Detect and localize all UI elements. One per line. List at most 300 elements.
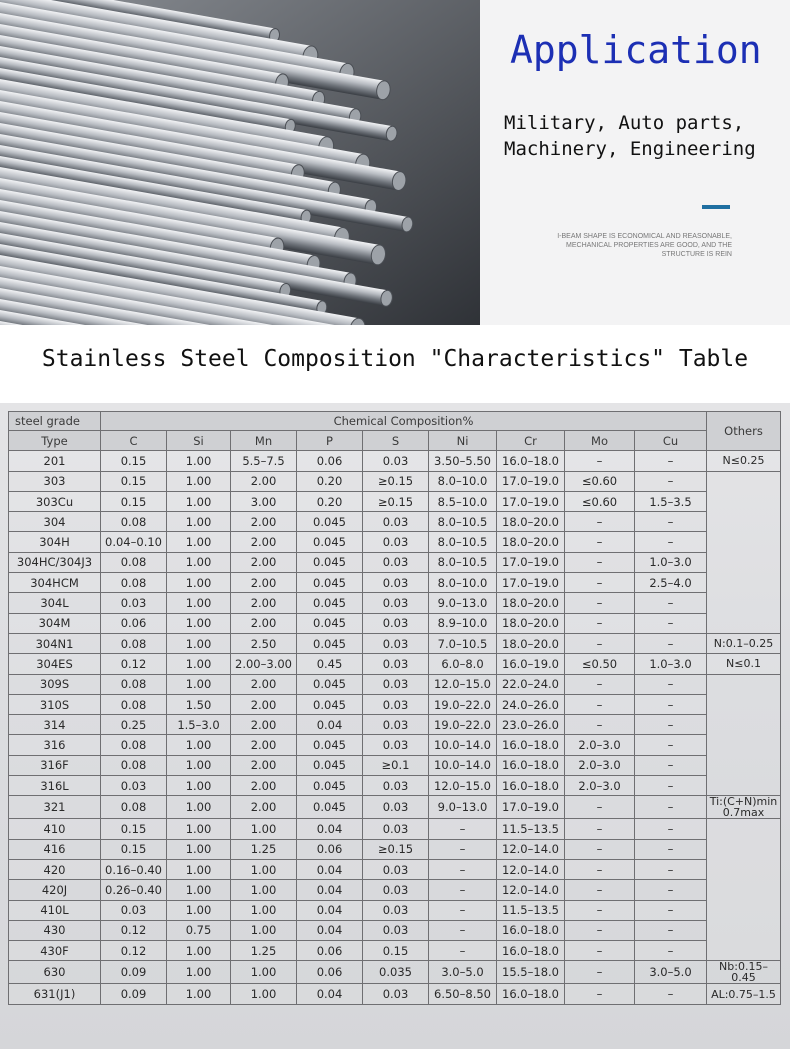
others-cell: AL:0.75–1.5: [707, 984, 781, 1004]
grade-type-cell: 314: [9, 715, 101, 735]
cell-cu: –: [635, 880, 707, 900]
cell-mn: 2.00: [231, 674, 297, 694]
cell-mn: 1.00: [231, 859, 297, 879]
cell-c: 0.15: [101, 491, 167, 511]
cell-cr: 18.0–20.0: [497, 633, 565, 653]
cell-ni: 3.0–5.0: [429, 961, 497, 984]
cell-mo: –: [565, 984, 635, 1004]
cell-s: 0.15: [363, 941, 429, 961]
cell-cr: 23.0–26.0: [497, 715, 565, 735]
cell-s: 0.03: [363, 573, 429, 593]
cell-mn: 1.00: [231, 819, 297, 839]
cell-mn: 3.00: [231, 491, 297, 511]
grade-type-cell: 304HC/304J3: [9, 552, 101, 572]
cell-cu: –: [635, 819, 707, 839]
cell-ni: 3.50–5.50: [429, 451, 497, 471]
cell-cu: –: [635, 796, 707, 819]
cell-cu: 1.0–3.0: [635, 654, 707, 674]
cell-si: 1.00: [167, 880, 231, 900]
cell-p: 0.06: [297, 941, 363, 961]
steel-grade-header: steel grade: [9, 412, 101, 431]
section-title: Stainless Steel Composition "Characteristics" Table: [41, 346, 749, 372]
cell-c: 0.15: [101, 451, 167, 471]
cell-cr: 24.0–26.0: [497, 694, 565, 714]
cell-cr: 17.0–19.0: [497, 573, 565, 593]
table-row: [9, 512, 781, 532]
cell-p: 0.045: [297, 552, 363, 572]
cell-mo: –: [565, 961, 635, 984]
table-row: [9, 859, 781, 879]
cell-si: 0.75: [167, 920, 231, 940]
cell-cu: –: [635, 593, 707, 613]
cell-mo: –: [565, 674, 635, 694]
cell-mn: 2.50: [231, 633, 297, 653]
cell-p: 0.04: [297, 984, 363, 1004]
cell-ni: 6.0–8.0: [429, 654, 497, 674]
cell-cr: 16.0–18.0: [497, 735, 565, 755]
cell-s: 0.03: [363, 859, 429, 879]
cell-mo: 2.0–3.0: [565, 776, 635, 796]
cell-s: 0.03: [363, 633, 429, 653]
others-cell: [707, 819, 781, 961]
cell-si: 1.00: [167, 735, 231, 755]
cell-c: 0.08: [101, 755, 167, 775]
cell-cr: 18.0–20.0: [497, 613, 565, 633]
cell-s: ≥0.1: [363, 755, 429, 775]
cell-cu: –: [635, 984, 707, 1004]
grade-type-cell: 309S: [9, 674, 101, 694]
cell-ni: 8.0–10.5: [429, 532, 497, 552]
composition-table: [8, 411, 781, 1005]
cell-ni: 9.0–13.0: [429, 796, 497, 819]
cell-cu: –: [635, 532, 707, 552]
cell-cu: –: [635, 900, 707, 920]
others-cell: N≤0.25: [707, 451, 781, 471]
table-row: [9, 735, 781, 755]
cell-ni: 8.9–10.0: [429, 613, 497, 633]
table-row: [9, 961, 781, 984]
cell-p: 0.20: [297, 471, 363, 491]
cell-p: 0.045: [297, 694, 363, 714]
grade-type-cell: 201: [9, 451, 101, 471]
cell-cr: 22.0–24.0: [497, 674, 565, 694]
cell-cu: 1.0–3.0: [635, 552, 707, 572]
cell-cu: –: [635, 776, 707, 796]
cell-p: 0.045: [297, 776, 363, 796]
cell-cr: 18.0–20.0: [497, 512, 565, 532]
cell-c: 0.09: [101, 984, 167, 1004]
cell-cu: –: [635, 512, 707, 532]
cell-s: ≥0.15: [363, 471, 429, 491]
cell-c: 0.08: [101, 633, 167, 653]
cell-mn: 1.00: [231, 900, 297, 920]
grade-type-cell: 420: [9, 859, 101, 879]
cell-si: 1.50: [167, 694, 231, 714]
cell-mn: 2.00: [231, 552, 297, 572]
grade-type-cell: 410: [9, 819, 101, 839]
cell-cu: 1.5–3.5: [635, 491, 707, 511]
cell-si: 1.00: [167, 512, 231, 532]
column-header-mo: Mo: [565, 431, 635, 451]
cell-s: 0.03: [363, 715, 429, 735]
cell-cr: 15.5–18.0: [497, 961, 565, 984]
cell-s: 0.03: [363, 512, 429, 532]
cell-mo: ≤0.60: [565, 471, 635, 491]
cell-si: 1.00: [167, 573, 231, 593]
cell-p: 0.045: [297, 593, 363, 613]
cell-mn: 2.00: [231, 471, 297, 491]
cell-mo: 2.0–3.0: [565, 735, 635, 755]
cell-cr: 12.0–14.0: [497, 880, 565, 900]
cell-mn: 2.00: [231, 593, 297, 613]
cell-ni: 10.0–14.0: [429, 735, 497, 755]
cell-cr: 16.0–19.0: [497, 654, 565, 674]
cell-p: 0.045: [297, 512, 363, 532]
column-header-mn: Mn: [231, 431, 297, 451]
cell-s: 0.03: [363, 654, 429, 674]
cell-si: 1.00: [167, 491, 231, 511]
cell-si: 1.00: [167, 984, 231, 1004]
cell-mo: –: [565, 819, 635, 839]
cell-c: 0.12: [101, 920, 167, 940]
cell-si: 1.00: [167, 532, 231, 552]
cell-si: 1.00: [167, 839, 231, 859]
cell-c: 0.03: [101, 900, 167, 920]
cell-cu: –: [635, 451, 707, 471]
cell-mo: –: [565, 552, 635, 572]
cell-mn: 2.00: [231, 532, 297, 552]
cell-ni: 8.0–10.5: [429, 552, 497, 572]
composition-table-photo: [0, 403, 790, 1049]
cell-c: 0.26–0.40: [101, 880, 167, 900]
cell-c: 0.12: [101, 654, 167, 674]
cell-mn: 2.00: [231, 512, 297, 532]
cell-mo: –: [565, 512, 635, 532]
cell-ni: –: [429, 941, 497, 961]
cell-cr: 11.5–13.5: [497, 900, 565, 920]
table-row: [9, 694, 781, 714]
table-row: [9, 491, 781, 511]
cell-s: ≥0.15: [363, 491, 429, 511]
cell-s: ≥0.15: [363, 839, 429, 859]
cell-mn: 2.00: [231, 573, 297, 593]
cell-si: 1.00: [167, 859, 231, 879]
cell-s: 0.03: [363, 819, 429, 839]
cell-cr: 11.5–13.5: [497, 819, 565, 839]
cell-s: 0.03: [363, 735, 429, 755]
cell-ni: 8.0–10.5: [429, 512, 497, 532]
cell-ni: –: [429, 900, 497, 920]
grade-type-cell: 630: [9, 961, 101, 984]
cell-si: 1.00: [167, 941, 231, 961]
cell-mn: 1.00: [231, 920, 297, 940]
cell-cu: –: [635, 941, 707, 961]
cell-c: 0.09: [101, 961, 167, 984]
application-title: Application: [510, 28, 762, 72]
cell-ni: –: [429, 839, 497, 859]
cell-cu: –: [635, 920, 707, 940]
cell-ni: 7.0–10.5: [429, 633, 497, 653]
cell-s: 0.03: [363, 674, 429, 694]
cell-cr: 16.0–18.0: [497, 451, 565, 471]
grade-type-cell: 316: [9, 735, 101, 755]
cell-si: 1.00: [167, 674, 231, 694]
column-header-s: S: [363, 431, 429, 451]
cell-mo: –: [565, 694, 635, 714]
column-header-cr: Cr: [497, 431, 565, 451]
cell-ni: 12.0–15.0: [429, 674, 497, 694]
cell-cr: 17.0–19.0: [497, 471, 565, 491]
table-header-row-1: [9, 412, 781, 431]
cell-c: 0.15: [101, 819, 167, 839]
table-row: [9, 552, 781, 572]
hero-section: [0, 0, 790, 325]
cell-si: 1.00: [167, 755, 231, 775]
cell-p: 0.045: [297, 613, 363, 633]
cell-s: 0.03: [363, 694, 429, 714]
cell-si: 1.00: [167, 819, 231, 839]
cell-cr: 16.0–18.0: [497, 984, 565, 1004]
cell-s: 0.03: [363, 796, 429, 819]
others-cell: [707, 471, 781, 633]
table-row: [9, 573, 781, 593]
cell-p: 0.04: [297, 859, 363, 879]
grade-type-cell: 420J: [9, 880, 101, 900]
cell-mo: –: [565, 573, 635, 593]
cell-cu: –: [635, 674, 707, 694]
cell-p: 0.04: [297, 920, 363, 940]
table-header-row-2: [9, 431, 781, 451]
application-fine-print: I-BEAM SHAPE IS ECONOMICAL AND REASONABLE, MECHANICAL PROPERTIES ARE GOOD, AND THE STRUCTURE IS REIN: [557, 233, 732, 258]
cell-c: 0.15: [101, 471, 167, 491]
grade-type-cell: 303: [9, 471, 101, 491]
cell-c: 0.08: [101, 512, 167, 532]
cell-mn: 2.00: [231, 755, 297, 775]
cell-s: 0.03: [363, 776, 429, 796]
cell-cu: –: [635, 471, 707, 491]
cell-cr: 12.0–14.0: [497, 839, 565, 859]
cell-p: 0.04: [297, 819, 363, 839]
cell-cr: 12.0–14.0: [497, 859, 565, 879]
application-panel: [480, 0, 790, 325]
cell-cu: –: [635, 715, 707, 735]
cell-p: 0.045: [297, 755, 363, 775]
cell-mn: 2.00–3.00: [231, 654, 297, 674]
cell-si: 1.00: [167, 451, 231, 471]
cell-mn: 2.00: [231, 735, 297, 755]
cell-c: 0.15: [101, 839, 167, 859]
cell-p: 0.045: [297, 796, 363, 819]
cell-p: 0.045: [297, 532, 363, 552]
grade-type-cell: 304ES: [9, 654, 101, 674]
cell-cu: 2.5–4.0: [635, 573, 707, 593]
cell-cu: –: [635, 694, 707, 714]
table-row: [9, 920, 781, 940]
cell-s: 0.03: [363, 920, 429, 940]
cell-mn: 5.5–7.5: [231, 451, 297, 471]
cell-cr: 18.0–20.0: [497, 593, 565, 613]
table-row: [9, 532, 781, 552]
cell-p: 0.04: [297, 900, 363, 920]
others-header: Others: [707, 412, 781, 451]
cell-c: 0.08: [101, 674, 167, 694]
cell-p: 0.04: [297, 880, 363, 900]
cell-p: 0.045: [297, 573, 363, 593]
table-row: [9, 796, 781, 819]
cell-p: 0.45: [297, 654, 363, 674]
others-cell: Nb:0.15–0.45: [707, 961, 781, 984]
grade-type-cell: 303Cu: [9, 491, 101, 511]
cell-mo: –: [565, 859, 635, 879]
cell-cr: 18.0–20.0: [497, 532, 565, 552]
cell-si: 1.00: [167, 654, 231, 674]
cell-mo: 2.0–3.0: [565, 755, 635, 775]
table-row: [9, 819, 781, 839]
cell-mo: –: [565, 839, 635, 859]
cell-cu: 3.0–5.0: [635, 961, 707, 984]
application-line-1: Military, Auto parts,: [504, 112, 745, 134]
cell-si: 1.5–3.0: [167, 715, 231, 735]
others-cell: N≤0.1: [707, 654, 781, 674]
cell-ni: –: [429, 819, 497, 839]
column-header-ni: Ni: [429, 431, 497, 451]
cell-cr: 16.0–18.0: [497, 776, 565, 796]
cell-c: 0.06: [101, 613, 167, 633]
cell-c: 0.12: [101, 941, 167, 961]
cell-si: 1.00: [167, 633, 231, 653]
column-header-cu: Cu: [635, 431, 707, 451]
cell-s: 0.03: [363, 593, 429, 613]
cell-ni: 12.0–15.0: [429, 776, 497, 796]
cell-si: 1.00: [167, 776, 231, 796]
grade-type-cell: 304H: [9, 532, 101, 552]
cell-s: 0.03: [363, 451, 429, 471]
cell-cr: 17.0–19.0: [497, 491, 565, 511]
cell-p: 0.045: [297, 735, 363, 755]
grade-type-cell: 321: [9, 796, 101, 819]
cell-ni: 8.0–10.0: [429, 471, 497, 491]
cell-ni: 6.50–8.50: [429, 984, 497, 1004]
cell-mo: –: [565, 920, 635, 940]
table-row: [9, 471, 781, 491]
cell-mo: –: [565, 715, 635, 735]
cell-p: 0.045: [297, 633, 363, 653]
cell-ni: 8.5–10.0: [429, 491, 497, 511]
cell-c: 0.08: [101, 552, 167, 572]
cell-cu: –: [635, 613, 707, 633]
cell-cr: 16.0–18.0: [497, 920, 565, 940]
cell-cr: 17.0–19.0: [497, 552, 565, 572]
cell-ni: 10.0–14.0: [429, 755, 497, 775]
column-header-c: C: [101, 431, 167, 451]
column-header-p: P: [297, 431, 363, 451]
cell-mn: 2.00: [231, 796, 297, 819]
grade-type-cell: 304: [9, 512, 101, 532]
table-row: [9, 941, 781, 961]
table-row: [9, 880, 781, 900]
cell-p: 0.20: [297, 491, 363, 511]
cell-c: 0.03: [101, 776, 167, 796]
cell-mo: –: [565, 880, 635, 900]
cell-mn: 2.00: [231, 776, 297, 796]
grade-type-cell: 430: [9, 920, 101, 940]
cell-mo: ≤0.60: [565, 491, 635, 511]
cell-cr: 17.0–19.0: [497, 796, 565, 819]
cell-cu: –: [635, 859, 707, 879]
cell-p: 0.045: [297, 674, 363, 694]
grade-type-cell: 304HCM: [9, 573, 101, 593]
composition-header: Chemical Composition%: [101, 412, 707, 431]
cell-mn: 1.00: [231, 961, 297, 984]
application-line-2: Machinery, Engineering: [504, 138, 756, 160]
cell-c: 0.08: [101, 796, 167, 819]
table-row: [9, 674, 781, 694]
cell-si: 1.00: [167, 593, 231, 613]
cell-mn: 2.00: [231, 613, 297, 633]
cell-c: 0.04–0.10: [101, 532, 167, 552]
cell-c: 0.08: [101, 735, 167, 755]
cell-c: 0.16–0.40: [101, 859, 167, 879]
accent-dash: [702, 205, 730, 209]
cell-s: 0.03: [363, 900, 429, 920]
cell-p: 0.06: [297, 961, 363, 984]
cell-mo: –: [565, 593, 635, 613]
cell-c: 0.08: [101, 573, 167, 593]
type-header: Type: [9, 431, 101, 451]
others-cell: [707, 674, 781, 796]
table-row: [9, 593, 781, 613]
steel-bars-illustration: [0, 0, 480, 325]
cell-s: 0.03: [363, 984, 429, 1004]
cell-ni: –: [429, 859, 497, 879]
grade-type-cell: 316L: [9, 776, 101, 796]
cell-mo: –: [565, 941, 635, 961]
table-row: [9, 613, 781, 633]
table-row: [9, 755, 781, 775]
steel-bars-photo: [0, 0, 480, 325]
grade-type-cell: 304L: [9, 593, 101, 613]
cell-mn: 1.00: [231, 984, 297, 1004]
cell-cu: –: [635, 633, 707, 653]
grade-type-cell: 304M: [9, 613, 101, 633]
cell-mn: 1.00: [231, 880, 297, 900]
cell-mn: 2.00: [231, 694, 297, 714]
cell-cu: –: [635, 735, 707, 755]
grade-type-cell: 430F: [9, 941, 101, 961]
cell-c: 0.03: [101, 593, 167, 613]
cell-p: 0.06: [297, 839, 363, 859]
cell-ni: –: [429, 880, 497, 900]
table-row: [9, 451, 781, 471]
cell-cr: 16.0–18.0: [497, 755, 565, 775]
grade-type-cell: 316F: [9, 755, 101, 775]
cell-s: 0.03: [363, 532, 429, 552]
others-cell: Ti:(C+N)min 0.7max: [707, 796, 781, 819]
table-row: [9, 715, 781, 735]
table-row: [9, 839, 781, 859]
cell-si: 1.00: [167, 471, 231, 491]
table-row: [9, 900, 781, 920]
cell-p: 0.04: [297, 715, 363, 735]
cell-ni: 19.0–22.0: [429, 715, 497, 735]
cell-s: 0.03: [363, 552, 429, 572]
cell-ni: 19.0–22.0: [429, 694, 497, 714]
others-cell: N:0.1–0.25: [707, 633, 781, 653]
cell-mo: –: [565, 900, 635, 920]
cell-si: 1.00: [167, 900, 231, 920]
grade-type-cell: 410L: [9, 900, 101, 920]
cell-ni: 8.0–10.0: [429, 573, 497, 593]
